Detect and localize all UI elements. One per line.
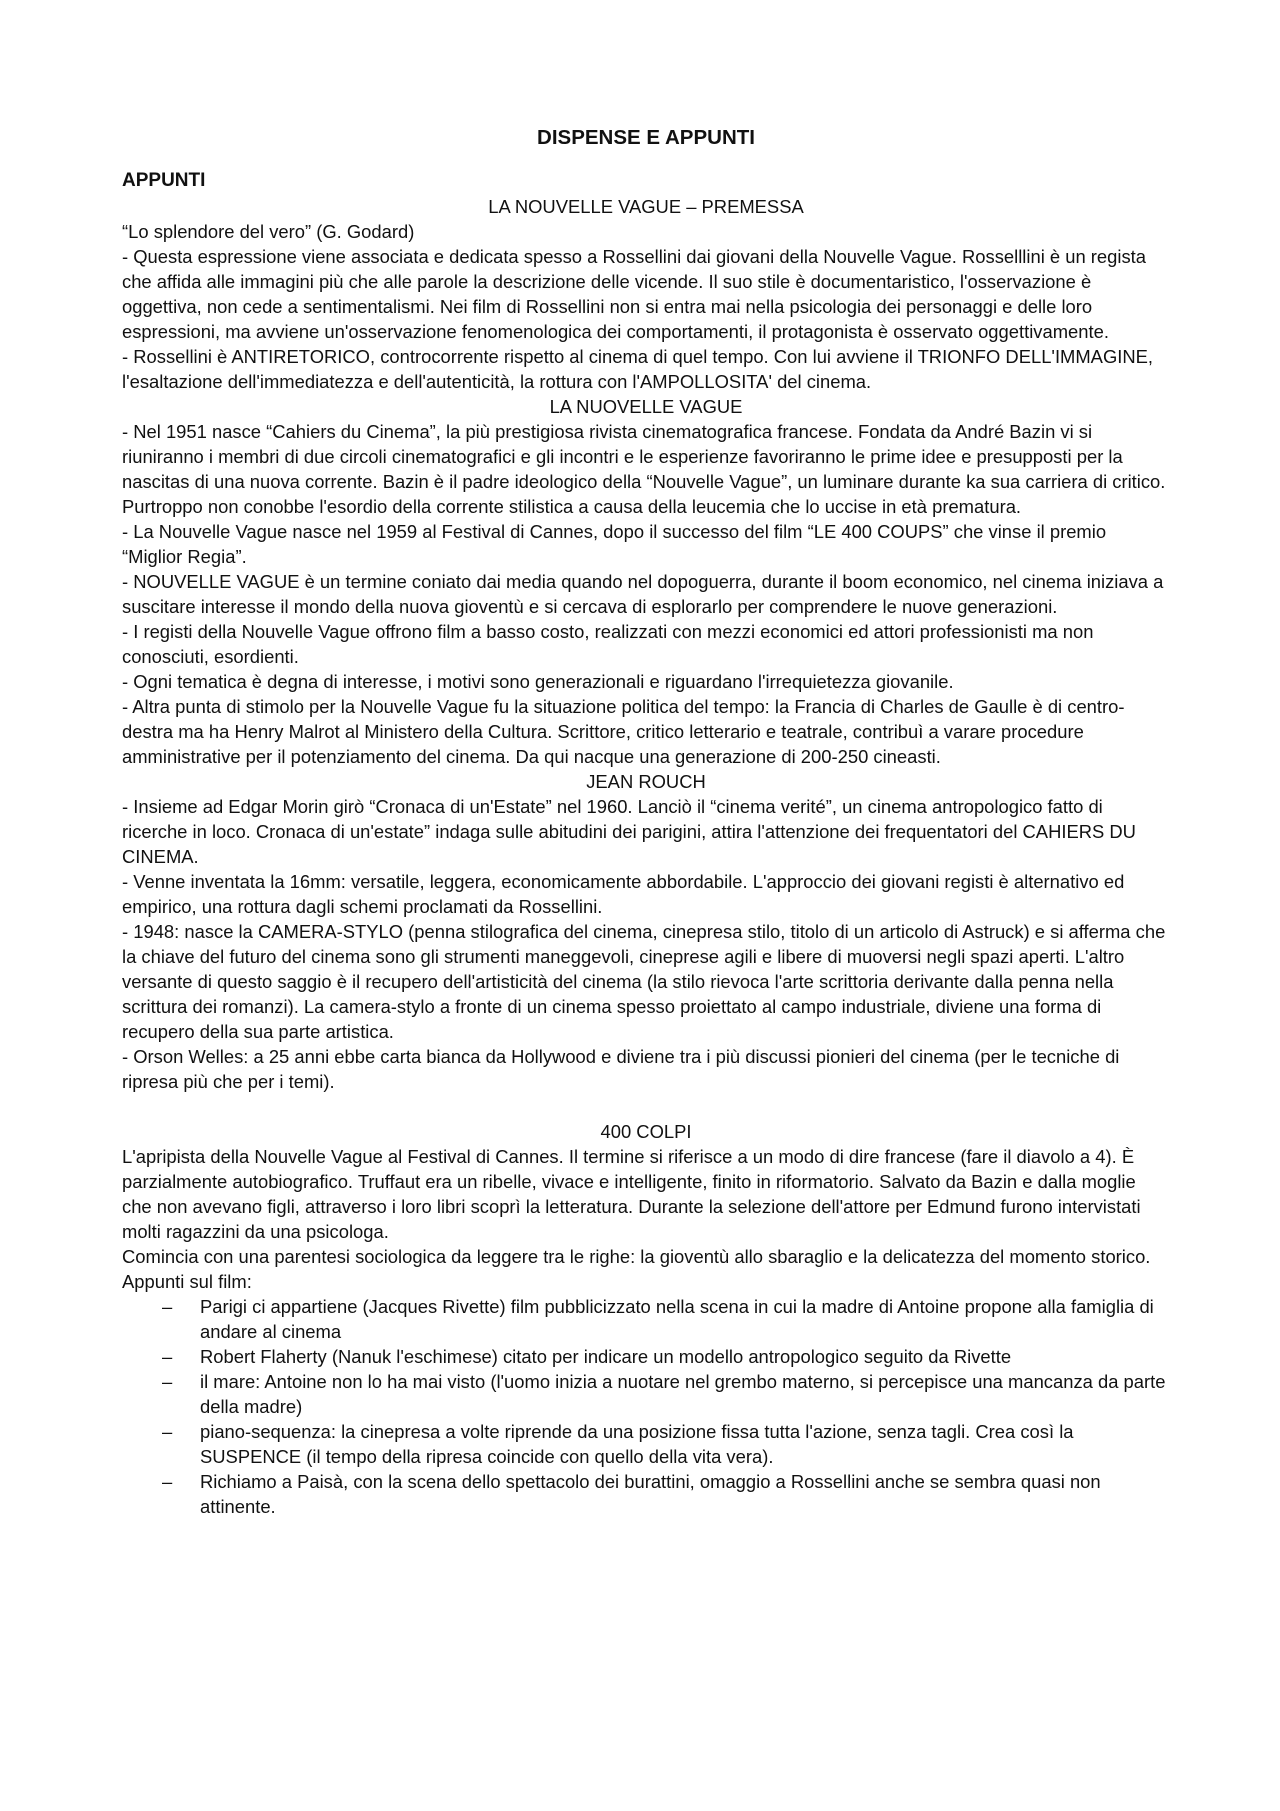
section-heading-premessa: LA NOUVELLE VAGUE – PREMESSA (488, 196, 804, 217)
section-heading-nouvelle-vague: LA NUOVELLE VAGUE (549, 396, 743, 417)
paragraph: - Altra punta di stimolo per la Nouvelle Vague fu la situazione politica del tempo: la Francia di Charles de Gaulle è di centro-destra ma ha Henry Malrot al Ministero della Cultura. Scrittore, critico letterario e teatrale, contribuì a varare procedure amministrative per il potenziamento del cinema. Da qui nacque una generazione di 200-250 cineasti. (122, 696, 1125, 767)
section-label-appunti: APPUNTI (122, 170, 206, 191)
section-heading-jean-rouch: JEAN ROUCH (586, 771, 706, 792)
paragraph: - 1948: nasce la CAMERA-STYLO (penna stilografica del cinema, cinepresa stilo, titolo di un articolo di Astruck) e si afferma che la chiave del futuro del cinema sono gli strumenti maneggevoli, cineprese agili e libere di muoversi negli spazi aperti. L'altro versante di questo saggio è il recupero dell'artisticità del cinema (la stilo rievoca l'arte scrittoria derivante dalla penna nella scrittura dei romanzi). La camera-stylo a fronte di un cinema spesso proiettato al campo industriale, diviene una forma di recupero della sua parte artistica. (122, 921, 1166, 1042)
list-item (122, 1344, 1170, 1369)
document-body (122, 118, 1170, 1519)
list-item (122, 1369, 1170, 1419)
list-item-text: Richiamo a Paisà, con la scena dello spettacolo dei burattini, omaggio a Rossellini anche se sembra quasi non attinente. (200, 1471, 1101, 1517)
dash-bullet: – (162, 1471, 173, 1492)
paragraph: - Nel 1951 nasce “Cahiers du Cinema”, la più prestigiosa rivista cinematografica francese. Fondata da André Bazin vi si riuniranno i membri di due circoli cinematografici e gli incontri e le esperienze favoriranno le prime idee e presupposti per la nascitas di una nuova corrente. Bazin è il padre ideologico della “Nouvelle Vague”, un luminare durante ka sua carriera di critico. Purtroppo non conobbe l'esordio della corrente stilistica a causa della leucemia che lo uccise in età prematura. (122, 421, 1166, 517)
dash-bullet: – (162, 1346, 173, 1367)
paragraph: - NOUVELLE VAGUE è un termine coniato dai media quando nel dopoguerra, durante il boom economico, nel cinema iniziava a suscitare interesse il mondo della nuova gioventù e si cercava di esplorarlo per comprendere le nuove generazioni. (122, 571, 1164, 617)
list-item (122, 1469, 1170, 1519)
list-item (122, 1294, 1170, 1344)
blank-line (122, 1094, 1170, 1119)
section-400-colpi (122, 1119, 1170, 1519)
section-heading-400-colpi: 400 COLPI (600, 1121, 692, 1142)
paragraph: L'apripista della Nouvelle Vague al Festival di Cannes. Il termine si riferisce a un modo di dire francese (fare il diavolo a 4). È parzialmente autobiografico. Truffaut era un ribelle, vivace e intelligente, finito in riformatorio. Salvato da Bazin e dalla moglie che non avevano figli, attraverso i loro libri scoprì la letteratura. Durante la selezione dell'attore per Edmund furono intervistati molti ragazzini da una psicologa. (122, 1146, 1141, 1242)
film-notes-list (122, 1294, 1170, 1519)
paragraph: Appunti sul film: (122, 1271, 252, 1292)
paragraph: - Ogni tematica è degna di interesse, i motivi sono generazionali e riguardano l'irrequietezza giovanile. (122, 671, 954, 692)
dash-bullet: – (162, 1371, 173, 1392)
paragraph: - Rossellini è ANTIRETORICO, controcorrente rispetto al cinema di quel tempo. Con lui avviene il TRIONFO DELL'IMMAGINE, l'esaltazione dell'immediatezza e dell'autenticità, la rottura con l'AMPOLLOSITA' del cinema. (122, 346, 1154, 392)
list-item-text: piano-sequenza: la cinepresa a volte riprende da una posizione fissa tutta l'azione, senza tagli. Crea così la SUSPENCE (il tempo della ripresa coincide con quello della vita vera). (200, 1421, 1074, 1467)
list-item-text: Robert Flaherty (Nanuk l'eschimese) citato per indicare un modello antropologico seguito da Rivette (200, 1346, 1012, 1367)
paragraph: Comincia con una parentesi sociologica da leggere tra le righe: la gioventù allo sbaraglio e la delicatezza del momento storico. (122, 1246, 1151, 1267)
paragraph: - Venne inventata la 16mm: versatile, leggera, economicamente abbordabile. L'approccio dei giovani registi è alternativo ed empirico, una rottura dagli schemi proclamati da Rossellini. (122, 871, 1125, 917)
paragraph: - La Nouvelle Vague nasce nel 1959 al Festival di Cannes, dopo il successo del film “LE 400 COUPS” che vinse il premio “Miglior Regia”. (122, 521, 1107, 567)
paragraph: - Insieme ad Edgar Morin girò “Cronaca di un'Estate” nel 1960. Lanciò il “cinema verité”, un cinema antropologico fatto di ricerche in loco. Cronaca di un'estate” indaga sulle abitudini dei parigini, attira l'attenzione dei frequentatori del CAHIERS DU CINEMA. (122, 796, 1136, 867)
dash-bullet: – (162, 1421, 173, 1442)
dash-bullet: – (162, 1296, 173, 1317)
paragraph: - I registi della Nouvelle Vague offrono film a basso costo, realizzati con mezzi economici ed attori professionisti ma non conosciuti, esordienti. (122, 621, 1094, 667)
section-premessa (122, 194, 1170, 394)
paragraph: - Orson Welles: a 25 anni ebbe carta bianca da Hollywood e diviene tra i più discussi pionieri del cinema (per le tecniche di ripresa più che per i temi). (122, 1046, 1120, 1092)
section-jean-rouch (122, 769, 1170, 1094)
list-item-text: Parigi ci appartiene (Jacques Rivette) film pubblicizzato nella scena in cui la madre di Antoine propone alla famiglia di andare al cinema (200, 1296, 1154, 1342)
paragraph: - Questa espressione viene associata e dedicata spesso a Rossellini dai giovani della Nouvelle Vague. Rosselllini è un regista che affida alle immagini più che alle parole la descrizione delle vicende. Il suo stile è documentaristico, l'osservazione è oggettiva, non cede a sentimentalismi. Nei film di Rossellini non si entra mai nella psicologia dei personaggi e delle loro espressioni, ma avviene un'osservazione fenomenologica dei comportamenti, il protagonista è osservato oggettivamente. (122, 246, 1146, 342)
list-item (122, 1419, 1170, 1469)
document-title: DISPENSE E APPUNTI (537, 126, 755, 149)
list-item-text: il mare: Antoine non lo ha mai visto (l'uomo inizia a nuotare nel grembo materno, si percepisce una mancanza da parte della madre) (200, 1371, 1166, 1417)
paragraph: “Lo splendore del vero” (G. Godard) (122, 221, 415, 242)
section-nouvelle-vague (122, 394, 1170, 769)
